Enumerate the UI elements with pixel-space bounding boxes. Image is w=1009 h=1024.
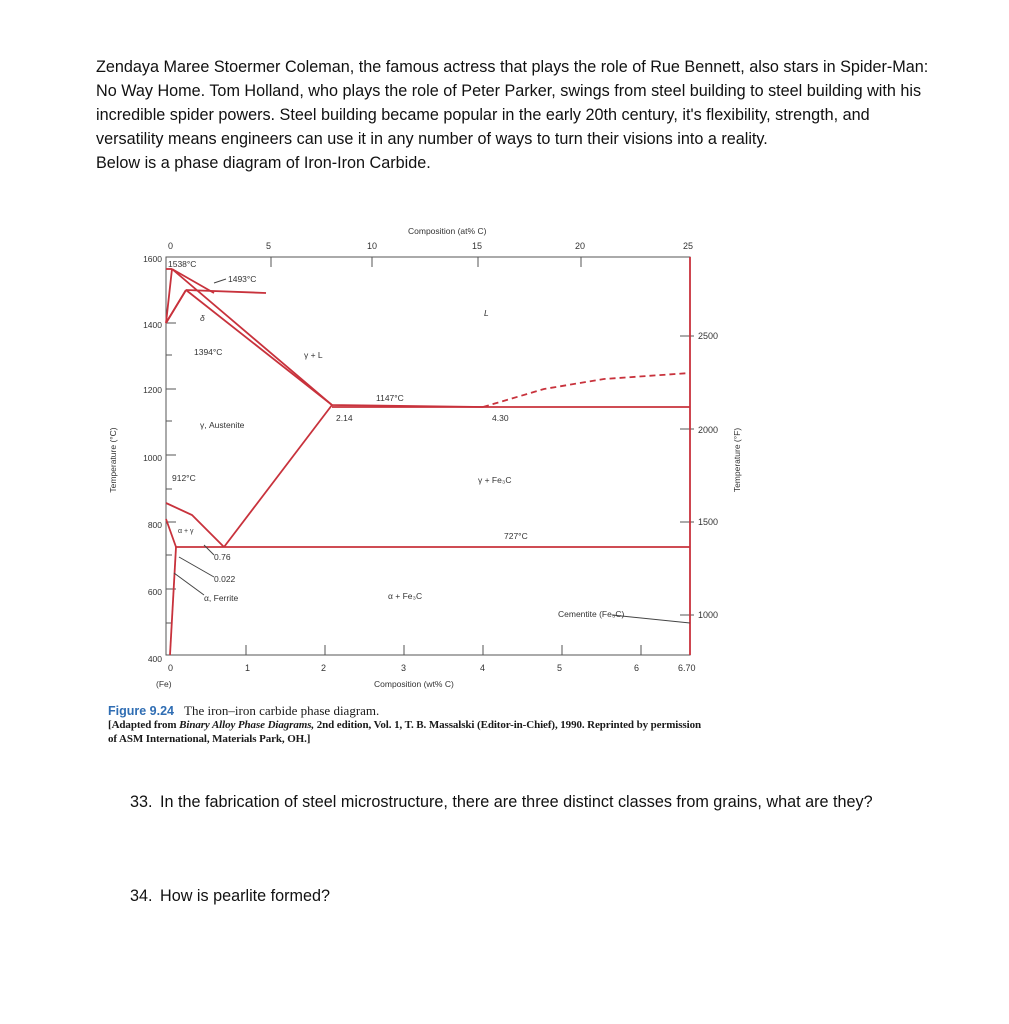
figure-caption bbox=[108, 704, 868, 746]
source-italic: Binary Alloy Phase Diagrams, bbox=[179, 719, 315, 731]
label-727: 727°C bbox=[504, 531, 528, 541]
label-1493: 1493°C bbox=[228, 274, 257, 284]
question-number: 34. bbox=[130, 887, 153, 905]
liquidus-right-dashed bbox=[483, 373, 690, 407]
diagram-labels bbox=[168, 259, 624, 619]
bottom-tick-marks bbox=[246, 645, 641, 655]
question-number: 33. bbox=[130, 793, 153, 811]
label-austenite: γ, Austenite bbox=[200, 420, 245, 430]
label-alpha-fe3c: α + Fe₃C bbox=[388, 591, 423, 601]
top-axis-title: Composition (at% C) bbox=[408, 226, 487, 236]
bottom-tick: 4 bbox=[480, 663, 486, 673]
label-alpha-gamma: α + γ bbox=[178, 528, 194, 535]
label-1538: 1538°C bbox=[168, 259, 197, 269]
figure-source bbox=[108, 718, 868, 732]
label-liquid: L bbox=[484, 308, 489, 318]
figure-number: Figure 9.24 bbox=[108, 704, 174, 718]
top-tick: 15 bbox=[472, 241, 483, 251]
bottom-tick: 2 bbox=[321, 663, 327, 673]
left-tick: 400 bbox=[147, 654, 162, 664]
source-post: 2nd edition, Vol. 1, T. B. Massalski (Editor-in-Chief), 1990. Reprinted by permission bbox=[314, 719, 701, 731]
bottom-tick: 5 bbox=[557, 663, 563, 673]
left-tick: 1400 bbox=[143, 320, 162, 330]
top-tick: 0 bbox=[168, 241, 174, 251]
bottom-tick: 6.70 bbox=[678, 663, 696, 673]
label-0022: 0.022 bbox=[214, 574, 236, 584]
left-tick: 600 bbox=[147, 587, 162, 597]
question-text: How is pearlite formed? bbox=[160, 887, 331, 905]
right-axis-title: Temperature (°F) bbox=[732, 427, 742, 493]
phase-diagram-figure bbox=[104, 215, 864, 755]
label-gamma-l: γ + L bbox=[304, 350, 323, 360]
left-tick: 1000 bbox=[143, 453, 162, 463]
liquidus-left bbox=[172, 269, 483, 407]
figure-source-line2: of ASM International, Materials Park, OH.] bbox=[108, 733, 311, 745]
right-tick: 2500 bbox=[698, 331, 719, 341]
top-axis-ticks bbox=[168, 241, 693, 251]
top-tick: 5 bbox=[266, 241, 272, 251]
left-tick: 1600 bbox=[143, 254, 162, 264]
alpha-gamma-boundary bbox=[166, 519, 176, 547]
label-delta: δ bbox=[200, 313, 205, 323]
bottom-tick: 3 bbox=[401, 663, 407, 673]
fe-label: (Fe) bbox=[156, 679, 172, 689]
bottom-axis-title: Composition (wt% C) bbox=[374, 679, 454, 689]
right-tick: 2000 bbox=[698, 425, 719, 435]
top-tick-marks bbox=[271, 257, 581, 267]
label-ferrite: α, Ferrite bbox=[204, 593, 239, 603]
bottom-tick: 0 bbox=[168, 663, 174, 673]
label-gamma-fe3c: γ + Fe₃C bbox=[478, 475, 512, 485]
top-tick: 20 bbox=[575, 241, 586, 251]
intro-line-diagram: Below is a phase diagram of Iron-Iron Carbide. bbox=[96, 154, 431, 172]
label-430: 4.30 bbox=[492, 413, 509, 423]
right-tick: 1500 bbox=[698, 517, 719, 527]
label-1147: 1147°C bbox=[376, 393, 404, 403]
bottom-tick: 1 bbox=[245, 663, 251, 673]
question-34 bbox=[130, 884, 910, 908]
intro-paragraph: Zendaya Maree Stoermer Coleman, the famous actress that plays the role of Rue Bennett, also stars in Spider-Man: No Way Home. Tom Holland, who plays the role of Peter Parker, swings from steel building to steel building with his incredible spider powers. Steel building became popular in the early 20th century, it's flexibility, strength, and versatility means engineers can use it in any number of ways to turn their visions into a reality. bbox=[96, 58, 929, 148]
source-pre: [Adapted from bbox=[108, 719, 180, 731]
question-33 bbox=[130, 790, 910, 814]
label-214: 2.14 bbox=[336, 413, 353, 423]
ferrite-solvus-line bbox=[170, 547, 176, 655]
left-tick: 1200 bbox=[143, 385, 162, 395]
leader-lines bbox=[174, 279, 690, 623]
question-text: In the fabrication of steel microstructure, there are three distinct classes from grains, what are they? bbox=[160, 793, 873, 811]
plot-frame bbox=[166, 257, 690, 655]
a3-line bbox=[166, 503, 224, 547]
top-tick: 25 bbox=[683, 241, 694, 251]
label-1394: 1394°C bbox=[194, 347, 223, 357]
phase-diagram bbox=[104, 215, 864, 695]
phase-boundaries bbox=[166, 257, 690, 655]
right-tick-marks bbox=[680, 336, 694, 615]
top-tick: 10 bbox=[367, 241, 378, 251]
right-tick: 1000 bbox=[698, 610, 719, 620]
bottom-axis-ticks bbox=[168, 663, 696, 673]
left-tick: 800 bbox=[147, 520, 162, 530]
label-cementite: Cementite (Fe₃C) bbox=[558, 609, 625, 619]
left-axis-ticks bbox=[143, 254, 162, 664]
label-076: 0.76 bbox=[214, 552, 231, 562]
label-912: 912°C bbox=[172, 473, 196, 483]
left-axis-title: Temperature (°C) bbox=[108, 427, 118, 493]
figure-title: The iron–iron carbide phase diagram. bbox=[184, 703, 380, 718]
bottom-tick: 6 bbox=[634, 663, 640, 673]
right-axis-ticks bbox=[698, 331, 718, 620]
intro-text bbox=[96, 55, 936, 175]
